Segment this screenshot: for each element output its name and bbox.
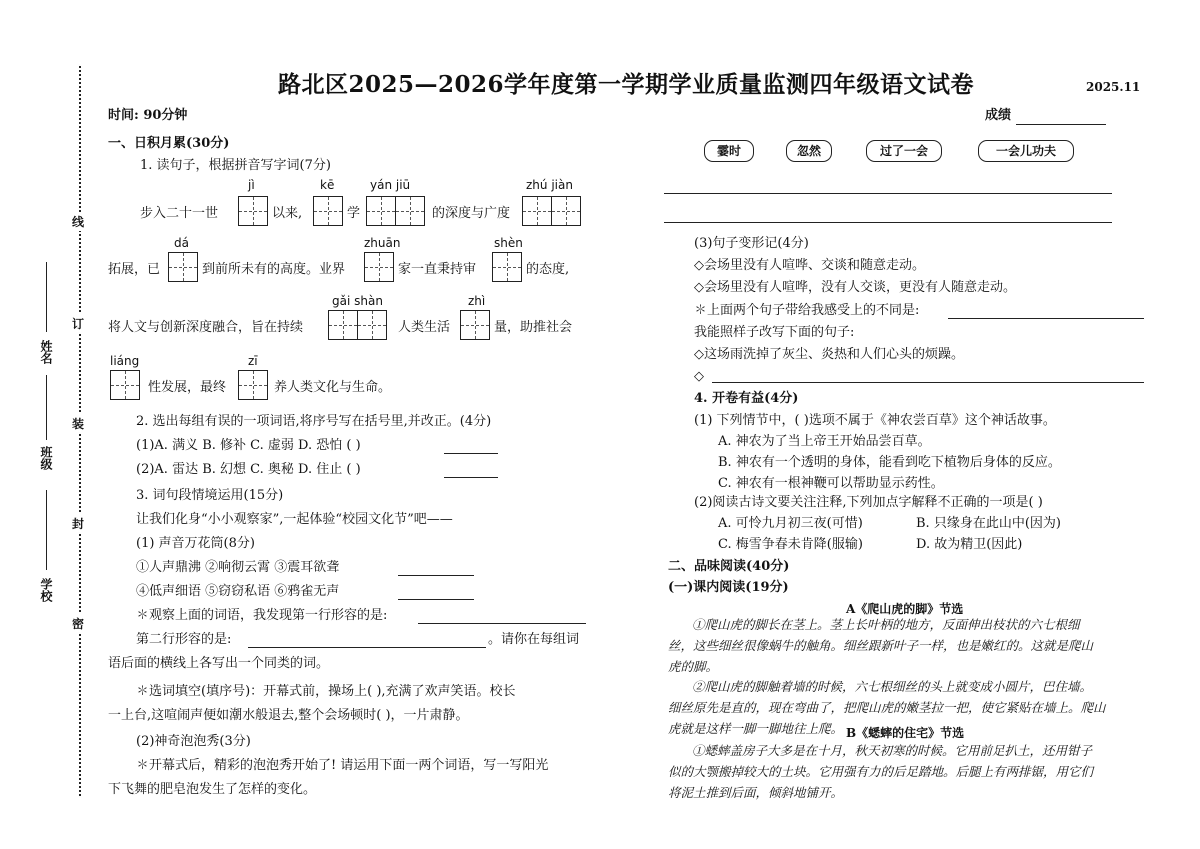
seal-char-3: 装: [72, 414, 84, 433]
p2-text-4: 的态度,: [526, 262, 570, 277]
school-label: 学校: [39, 578, 53, 602]
section-2-1-heading: (一)课内阅读(19分): [668, 580, 789, 595]
passage-b-line-2: 似的大颚搬掉较大的土块。它用强有力的后足踏地。后腿上有两排锯，用它们: [668, 764, 1094, 779]
q3-1-heading: (1) 声音万花筒(8分): [136, 536, 255, 551]
name-field-line[interactable]: [46, 262, 47, 332]
fill-line-1: ✽选词填空(填序号)：开幕式前，操场上( ),充满了欢声笑语。校长: [136, 684, 516, 699]
p2-text-2: 到前所未有的高度。业界: [202, 262, 346, 277]
section-1-heading: 一、日积月累(30分): [108, 136, 230, 151]
q1-heading: 1. 读句子，根据拼音写字词(7分): [140, 158, 331, 173]
pinyin-ji: jì: [248, 178, 255, 192]
word-row-1-blank[interactable]: [398, 575, 474, 576]
bubble-line-2: 下飞舞的肥皂泡发生了怎样的变化。: [108, 782, 317, 797]
q4-2-option-a: A. 可怜九月初三夜(可惜): [718, 516, 863, 531]
pinyin-zhujian: zhú jiàn: [526, 178, 573, 192]
answer-grid-zhujian[interactable]: [522, 196, 579, 226]
p3-text-3: 量，助推社会: [494, 320, 573, 335]
passage-a-title: A《爬山虎的脚》节选: [846, 602, 964, 616]
exam-title: 路北区2025—2026学年度第一学期学业质量监测四年级语文试卷: [278, 71, 975, 98]
answer-grid-gaishan[interactable]: [328, 310, 385, 340]
score-label: 成绩: [985, 108, 1012, 123]
sentence-e: ◇这场雨洗掉了灰尘、炎热和人们心头的烦躁。: [694, 347, 964, 362]
q4-2-option-d: D. 故为精卫(因此): [916, 537, 1023, 552]
p2-text-1: 拓展，已: [108, 262, 161, 277]
class-label: 班级: [39, 446, 53, 470]
answer-grid-zhuan[interactable]: [364, 252, 393, 282]
pinyin-ke: kē: [320, 178, 335, 192]
observe-line-2a: 第二行形容的是:: [136, 632, 232, 647]
school-field-line[interactable]: [46, 490, 47, 570]
passage-a-line-5: 细丝原先是直的，现在弯曲了，把爬山虎的嫩茎拉一把，使它紧贴在墙上。爬山: [668, 700, 1106, 715]
q4-1-option-b: B. 神农有一个透明的身体，能看到吃下植物后身体的反应。: [718, 455, 1061, 470]
q4-1-question: (1) 下列情节中，( )选项不属于《神农尝百草》这个神话故事。: [694, 413, 1056, 428]
passage-a-line-1: ①爬山虎的脚长在茎上。茎上长叶柄的地方，反面伸出枝状的六七根细: [692, 617, 1080, 632]
seal-char-2: 订: [72, 314, 84, 333]
p4-text-2: 养人类文化与生命。: [274, 380, 392, 395]
pinyin-shen: shèn: [494, 236, 523, 250]
pinyin-zhi: zhì: [468, 294, 486, 308]
q2-correction-blank-2[interactable]: [444, 477, 498, 478]
word-box-1: 霎时: [704, 140, 754, 162]
pinyin-zhuan: zhuān: [364, 236, 401, 250]
answer-grid-liang[interactable]: [110, 370, 139, 400]
answer-grid-shen[interactable]: [492, 252, 521, 282]
q4-1-option-c: C. 神农有一根神鞭可以帮助显示药性。: [718, 476, 944, 491]
observe-line-1: ✽观察上面的词语，我发现第一行形容的是:: [136, 608, 388, 623]
q3-2-heading: (2)神奇泡泡秀(3分): [136, 734, 251, 749]
p4-text-1: 性发展，最终: [148, 380, 227, 395]
passage-a-line-2: 丝，这些细丝很像蜗牛的触角。细丝跟新叶子一样，也是嫩红的。这就是爬山: [668, 638, 1094, 653]
q4-2-option-c: C. 梅雪争春未肯降(服输): [718, 537, 863, 552]
q3-heading: 3. 词句段情境运用(15分): [136, 488, 284, 503]
passage-b-title: B《蟋蟀的住宅》节选: [846, 726, 965, 740]
pinyin-gaishan: gǎi shàn: [332, 294, 383, 308]
class-field-line[interactable]: [46, 375, 47, 440]
answer-grid-da[interactable]: [168, 252, 197, 282]
observe-blank-1[interactable]: [418, 623, 586, 624]
sentence-a: ◇会场里没有人喧哗、交谈和随意走动。: [694, 258, 925, 273]
bubble-answer-line-2[interactable]: [664, 222, 1112, 223]
observe-line-2b: 。请你在每组词: [488, 632, 580, 647]
bubble-answer-line-1[interactable]: [664, 193, 1112, 194]
p2-text-3: 家一直秉持审: [398, 262, 477, 277]
p1-text-4: 的深度与广度: [432, 206, 511, 221]
q2-heading: 2. 选出每组有误的一项词语,将序号写在括号里,并改正。(4分): [136, 414, 492, 429]
section-2-heading: 二、品味阅读(40分): [668, 559, 790, 574]
seal-char-5: 密: [72, 614, 84, 633]
word-box-4: 一会儿功夫: [978, 140, 1074, 162]
word-row-2: ④低声细语 ⑤窃窃私语 ⑥鸦雀无声: [136, 584, 340, 599]
seal-char-4: 封: [72, 514, 84, 533]
word-box-3: 过了一会: [866, 140, 942, 162]
q3-3-heading: (3)句子变形记(4分): [694, 236, 809, 251]
sentence-b: ◇会场里没有人喧哗，没有人交谈，更没有人随意走动。: [694, 280, 1016, 295]
p1-text-3: 学: [347, 206, 361, 221]
answer-grid-ji[interactable]: [238, 196, 267, 226]
observe-line-3: 语后面的横线上各写出一个同类的词。: [108, 656, 330, 671]
word-row-2-blank[interactable]: [398, 599, 474, 600]
q2-correction-blank-1[interactable]: [444, 453, 498, 454]
score-blank[interactable]: [1016, 124, 1106, 125]
answer-grid-zhi[interactable]: [460, 310, 489, 340]
exam-time: 时间: 90分钟: [108, 108, 188, 123]
bubble-line-1: ✽开幕式后，精彩的泡泡秀开始了! 请运用下面一两个词语，写一写阳光: [136, 758, 549, 773]
passage-a-line-4: ②爬山虎的脚触着墙的时候，六七根细丝的头上就变成小圆片，巴住墙。: [692, 679, 1093, 694]
observe-blank-2[interactable]: [248, 647, 486, 648]
word-row-1: ①人声鼎沸 ②响彻云霄 ③震耳欲聋: [136, 560, 340, 575]
passage-b-line-1: ①蟋蟀盖房子大多是在十月，秋天初寒的时候。它用前足扒土，还用钳子: [692, 743, 1093, 758]
passage-b-line-3: 将泥土推到后面，倾斜地铺开。: [668, 785, 844, 800]
q4-1-option-a: A. 神农为了当上帝王开始品尝百草。: [718, 434, 931, 449]
p3-text-1: 将人文与创新深度融合，旨在持续: [108, 320, 304, 335]
exam-date: 2025.11: [1086, 80, 1141, 94]
name-label: 姓名: [39, 340, 53, 364]
q4-2-question: (2)阅读古诗文要关注注释,下列加点字解释不正确的一项是( ): [694, 495, 1043, 510]
q3-intro: 让我们化身“小小观察家”,一起体验“校园文化节”吧——: [136, 512, 453, 527]
q4-heading: 4. 开卷有益(4分): [694, 391, 799, 406]
q2-option-2: (2)A. 雷达 B. 幻想 C. 奥秘 D. 住止 ( ): [136, 462, 361, 477]
pinyin-liang: liáng: [110, 354, 140, 368]
passage-a-line-6: 虎就是这样一脚一脚地往上爬。: [668, 721, 844, 736]
p1-text-2: 以来,: [272, 206, 303, 221]
q4-2-option-b: B. 只缘身在此山中(因为): [916, 516, 1061, 531]
pinyin-zi: zī: [248, 354, 258, 368]
p3-text-2: 人类生活: [398, 320, 451, 335]
q2-option-1: (1)A. 满义 B. 修补 C. 虚弱 D. 恐怕 ( ): [136, 438, 361, 453]
passage-a-line-3: 虎的脚。: [668, 659, 719, 674]
rewrite-blank[interactable]: [712, 382, 1144, 383]
fill-line-2: 一上台,这喧闹声便如潮水般退去,整个会场顿时( )，一片肃静。: [108, 708, 469, 723]
answer-grid-yanjiu[interactable]: [366, 196, 423, 226]
p1-text-1: 步入二十一世: [140, 206, 219, 221]
feeling-prompt: ✽上面两个句子带给我感受上的不同是:: [694, 303, 920, 318]
sentence-f-marker: ◇: [694, 369, 704, 384]
pinyin-yanjiu: yán jiū: [370, 178, 411, 192]
feeling-blank[interactable]: [948, 318, 1144, 319]
rewrite-prompt: 我能照样子改写下面的句子:: [694, 325, 855, 340]
word-box-2: 忽然: [786, 140, 832, 162]
answer-grid-ke[interactable]: [313, 196, 342, 226]
answer-grid-zi[interactable]: [238, 370, 267, 400]
seal-char-1: 线: [72, 212, 84, 231]
pinyin-da: dá: [174, 236, 189, 250]
